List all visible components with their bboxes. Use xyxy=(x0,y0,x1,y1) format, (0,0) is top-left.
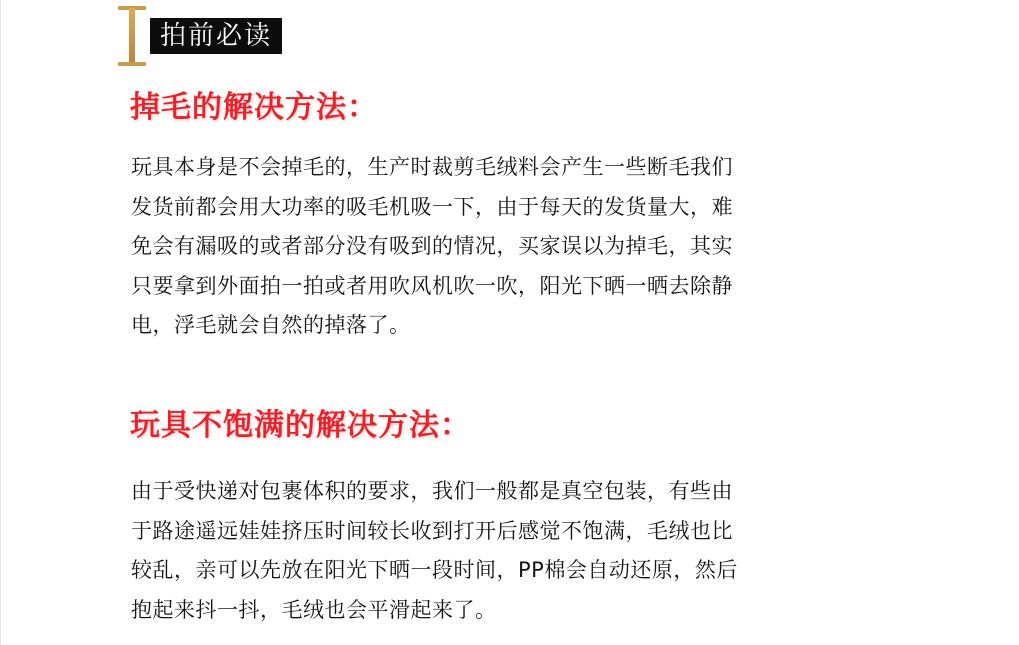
paragraph-line: 玩具本身是不会掉毛的，生产时裁剪毛绒料会产生一些断毛我们 xyxy=(131,155,733,179)
paragraph-line: 较乱，亲可以先放在阳光下晒一段时间，PP棉会自动还原，然后 xyxy=(131,558,738,582)
header-badge xyxy=(118,6,288,66)
section-title-not-full: 玩具不饱满的解决方法： xyxy=(130,408,471,443)
section-body-shedding xyxy=(131,148,811,346)
paragraph-line: 只要拿到外面拍一拍或者用吹风机吹一吹，阳光下晒一晒去除静 xyxy=(131,273,733,298)
paragraph-line: 免会有漏吸的或者部分没有吸到的情况，买家误以为掉毛，其实 xyxy=(131,234,733,258)
section-body-not-full xyxy=(131,472,811,630)
ibeam-icon xyxy=(118,6,146,66)
paragraph-line: 由于受快递对包裹体积的要求，我们一般都是真空包装，有些由 xyxy=(131,479,733,503)
paragraph-line: 于路途遥远娃娃挤压时间较长收到打开后感觉不饱满，毛绒也比 xyxy=(131,518,733,543)
paragraph-line: 发货前都会用大功率的吸毛机吸一下，由于每天的发货量大，难 xyxy=(131,194,733,219)
paragraph-line: 电，浮毛就会自然的掉落了。 xyxy=(131,313,411,337)
header-title: 拍前必读 xyxy=(150,18,282,54)
page-left-border xyxy=(0,0,1,645)
section-title-shedding: 掉毛的解决方法： xyxy=(130,90,378,125)
paragraph-line: 抱起来抖一抖，毛绒也会平滑起来了。 xyxy=(131,597,497,622)
